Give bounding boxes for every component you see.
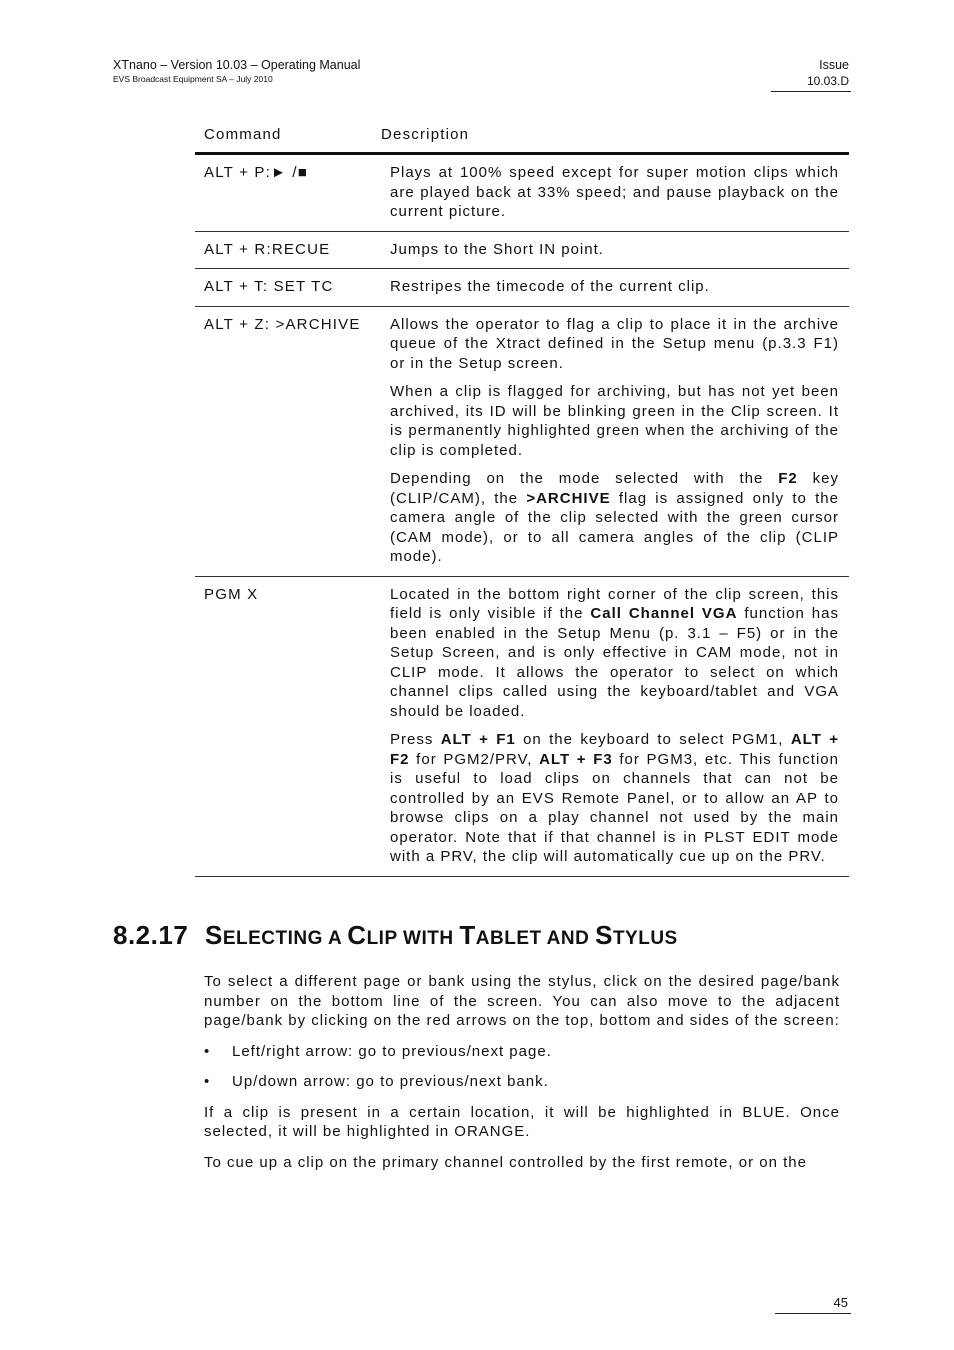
header-rule [771,91,851,92]
title-cap: S [595,920,613,950]
text-run: key (CLIP/CAM), the [390,470,839,507]
running-header-left [113,58,360,84]
body-paragraph: To cue up a clip on the primary channel controlled by the first remote, or on the [204,1153,807,1171]
text-run: flag is assigned only to the camera angle of the clip selected with the green cursor (CAM mode), or to all camera angles of the clip (CLIP mode). [390,489,839,565]
command-cell: PGM X [204,585,259,603]
description-cell [390,163,839,222]
body-paragraph: To select a different page or bank using the stylus, click on the desired page/bank number on the bottom line of the screen. You can also move to the adjacent page/bank by clicking on the red arrows on the top, bottom and sides of the screen: [204,973,840,1029]
issue-version: 10.03.D [806,74,849,88]
title-smallcaps: LIP WITH [366,928,460,949]
description-paragraph: When a clip is flagged for archiving, but has not yet been archived, its ID will be blinking green in the Clip screen. It is permanently highlighted green when the archiving of the clip is completed. [390,383,839,459]
description-paragraph [390,469,839,567]
description-paragraph [390,585,839,722]
column-header-description: Description [381,125,470,143]
description-paragraph: Restripes the timecode of the current clip. [390,278,710,295]
manual-subtitle: EVS Broadcast Equipment SA – July 2010 [113,74,273,84]
title-cap: C [347,920,367,950]
description-cell [390,277,839,297]
section-number: 8.2.17 [113,920,189,950]
text-run: Located in the bottom right corner of the clip screen, this field is only visible if the [390,585,839,622]
description-cell [390,585,839,867]
section-title [205,920,678,951]
issue-label: Issue [819,58,849,72]
command-cell: ALT + Z: >ARCHIVE [204,315,361,333]
command-table [195,116,849,877]
bold-key: ALT + F3 [539,750,613,768]
column-header-command: Command [204,125,282,143]
table-row [195,155,849,232]
section-heading [113,920,678,951]
bold-flag: >ARCHIVE [526,489,611,507]
table-row [195,269,849,307]
description-cell [390,240,839,260]
running-header-right [769,58,849,89]
description-paragraph: Allows the operator to flag a clip to place it in the archive queue of the Xtract defined in the Setup menu (p.3.3 F1) or in the Setup screen. [390,315,839,372]
text-run: Press [390,731,441,748]
text-run: on the keyboard to select PGM1, [515,731,791,748]
manual-title: XTnano – Version 10.03 – Operating Manual [113,58,361,72]
description-paragraph [390,730,839,867]
title-cap: S [205,920,223,950]
page-number: 45 [833,1295,848,1310]
description-cell [390,315,839,567]
list-item [204,1042,840,1062]
command-cell: ALT + P:► /■ [204,164,309,181]
list-item [204,1072,840,1092]
table-header [195,116,849,155]
title-smallcaps: ABLET AND [475,928,596,949]
bold-key: F2 [778,470,798,487]
body-paragraph: If a clip is present in a certain location, it will be highlighted in BLUE. Once selected, it will be highlighted in ORANGE. [204,1103,840,1140]
bold-key: ALT + F1 [440,731,516,748]
footer-rule [775,1313,851,1314]
section-body [204,972,840,1183]
list-item-text: Up/down arrow: go to previous/next bank. [232,1073,549,1090]
text-run: function has been enabled in the Setup Menu (p. 3.1 – F5) or in the Setup Screen, and is only effective in CAM mode, not in CLIP mode. It allows the operator to select on which channel clips called using the keyboard/tablet and VGA should be loaded. [390,605,839,720]
table-row [195,577,849,877]
table-row [195,307,849,577]
text-run: for PGM3, etc. This function is useful to load clips on channels that can not be controlled by an EVS Remote Panel, or to allow an AP to browse clips on a play channel not used by the main operator. Note that if that channel is in PLST EDIT mode with a PRV, the clip will automatically cue up on the PRV. [390,750,839,865]
command-cell: ALT + R:RECUE [204,240,331,258]
bullet-icon: • [204,1042,211,1060]
table-row [195,232,849,270]
bullet-icon: • [204,1073,211,1090]
list-item-text: Left/right arrow: go to previous/next page. [232,1042,552,1060]
description-paragraph: Plays at 100% speed except for super motion clips which are played back at 33% speed; and pause playback on the current picture. [390,164,839,220]
title-cap: T [459,920,476,950]
bold-setting: Call Channel VGA [590,605,738,622]
title-smallcaps: TYLUS [612,928,678,949]
text-run: for PGM2/PRV, [409,750,540,768]
text-run: Depending on the mode selected with the [390,470,779,487]
command-cell: ALT + T: SET TC [204,278,334,295]
bold-key: ALT + F2 [390,731,839,768]
description-paragraph: Jumps to the Short IN point. [390,240,604,258]
title-smallcaps: ELECTING A [222,928,348,949]
